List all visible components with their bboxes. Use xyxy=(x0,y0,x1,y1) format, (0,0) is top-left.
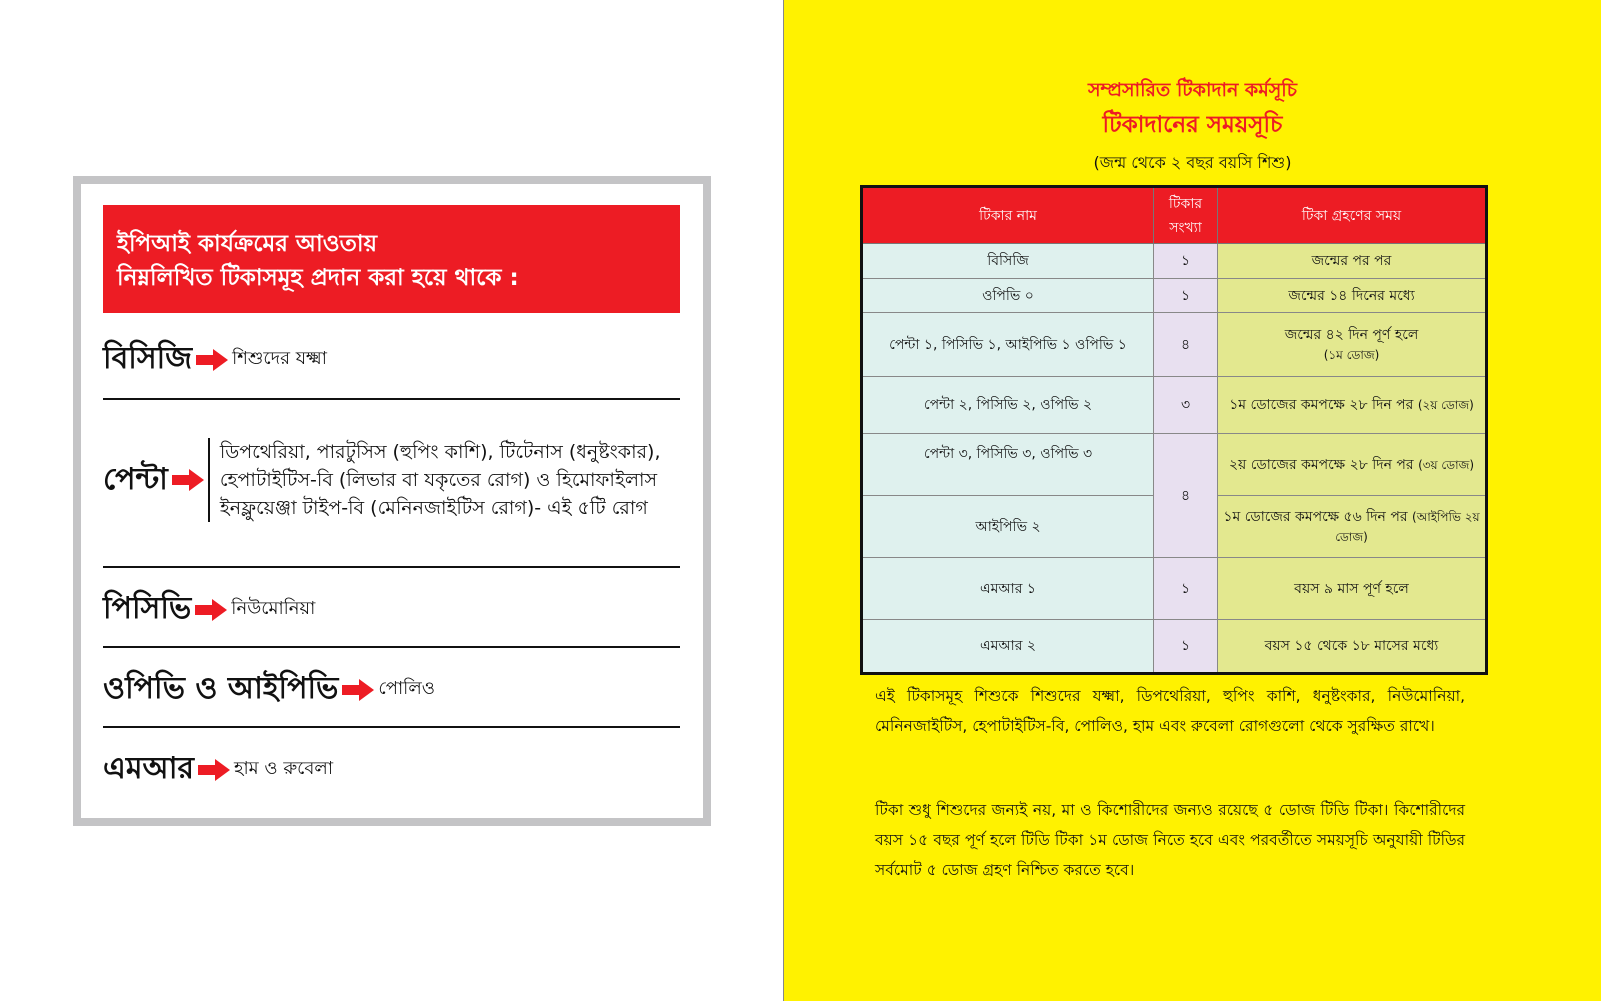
table-row xyxy=(862,558,1487,620)
td-vaccine-paragraph: টিকা শুধু শিশুদের জন্যই নয়, মা ও কিশোরীদের জন্যও রয়েছে ৫ ডোজ টিডি টিকা। কিশোরীদের বয়স ১৫ বছর পূর্ণ হলে টিডি টিকা ১ম ডোজ নিতে হবে এবং পরবর্তীতে সময়সূচি অনুযায়ী টিডির সর্বমোট ৫ ডোজ গ্রহণ নিশ্চিত করতে হবে। xyxy=(875,801,1465,879)
header-timing: টিকা গ্রহণের সময় xyxy=(1218,187,1487,244)
divider xyxy=(103,726,680,728)
vaccine-row-pcv xyxy=(103,584,680,635)
table-row xyxy=(862,377,1487,434)
divider xyxy=(103,566,680,568)
vaccine-row-opv-ipv xyxy=(103,664,680,715)
right-page xyxy=(784,0,1601,1001)
dose-note: (২য় ডোজ) xyxy=(1417,398,1474,412)
vaccine-name: এমআর xyxy=(103,751,194,786)
banner-line-1: ইপিআই কার্যক্রমের আওতায় xyxy=(117,231,378,257)
dose-note: (৩য় ডোজ) xyxy=(1418,457,1475,472)
cell-count: ৪ xyxy=(1154,313,1218,377)
cell-time xyxy=(1218,377,1487,434)
arrow-right-icon xyxy=(198,759,230,781)
cell-name: বিসিজি xyxy=(862,244,1154,279)
cell-time xyxy=(1218,496,1487,558)
cell-name: পেন্টা ১, পিসিভি ১, আইপিভি ১ ওপিভি ১ xyxy=(862,313,1154,377)
time-text: ২য় ডোজের কমপক্ষে ২৮ দিন পর xyxy=(1228,456,1414,473)
cell-time xyxy=(1218,313,1487,377)
time-text: ১ম ডোজের কমপক্ষে ২৮ দিন পর xyxy=(1229,397,1414,413)
vaccine-row-bcg xyxy=(103,334,680,385)
header-vaccine-name: টিকার নাম xyxy=(862,187,1154,244)
dose-note: (১ম ডোজ) xyxy=(1323,347,1380,362)
left-page xyxy=(0,0,784,1001)
cell-name: এমআর ২ xyxy=(862,620,1154,674)
vaccine-info-box xyxy=(73,176,711,826)
table-row xyxy=(862,279,1487,313)
arrow-right-icon xyxy=(196,349,228,371)
vaccine-name: ওপিভি ও আইপিভি xyxy=(103,671,339,706)
arrow-right-icon xyxy=(342,679,374,701)
vaccine-row-penta xyxy=(103,410,680,550)
table-row xyxy=(862,244,1487,279)
time-text: জন্মের ৪২ দিন পূর্ণ হলে xyxy=(1284,326,1419,343)
divider xyxy=(103,398,680,400)
vaccine-name: বিসিজি xyxy=(103,341,193,376)
table-row xyxy=(862,434,1487,496)
time-text: ১ম ডোজের কমপক্ষে ৫৬ দিন পর xyxy=(1223,508,1408,525)
cell-time: বয়স ১৫ থেকে ১৮ মাসের মধ্যে xyxy=(1218,620,1487,674)
cell-count: ১ xyxy=(1154,279,1218,313)
cell-time: জন্মের পর পর xyxy=(1218,244,1487,279)
cell-count: ১ xyxy=(1154,244,1218,279)
cell-count: ৩ xyxy=(1154,377,1218,434)
cell-time xyxy=(1218,434,1487,496)
arrow-right-icon xyxy=(172,469,204,491)
vaccine-name: পেন্টা xyxy=(103,461,168,497)
cell-name: এমআর ১ xyxy=(862,558,1154,620)
program-title: সম্প্রসারিত টিকাদান কর্মসূচি xyxy=(1087,79,1297,101)
cell-time: বয়স ৯ মাস পূর্ণ হলে xyxy=(1218,558,1487,620)
vaccine-name: পিসিভি xyxy=(103,591,192,626)
vaccine-disease: হাম ও রুবেলা xyxy=(233,758,334,779)
vaccine-disease: ডিপথেরিয়া, পারটুসিস (হুপিং কাশি), টিটেনাস (ধনুষ্টংকার), হেপাটাইটিস-বি (লিভার বা যকৃতের রোগ) ও হিমোফাইলাস ইনফ্লুয়েঞ্জা টাইপ-বি (মেনিনজাইটিস রোগ)- এই ৫টি রোগ xyxy=(208,438,680,522)
divider xyxy=(103,646,680,648)
vaccination-schedule-table xyxy=(860,185,1488,675)
table-row xyxy=(862,313,1487,377)
dose-note: (আইপিভি ২য় ডোজ) xyxy=(1335,509,1480,544)
cell-name: পেন্টা ৩, পিসিভি ৩, ওপিভি ৩ xyxy=(862,434,1154,496)
arrow-right-icon xyxy=(195,599,227,621)
header-dose-count: টিকার সংখ্যা xyxy=(1154,187,1218,244)
schedule-subtitle: (জন্ম থেকে ২ বছর বয়সি শিশু) xyxy=(1093,153,1292,172)
schedule-title: টিকাদানের সময়সূচি xyxy=(1102,112,1283,138)
banner-line-2: নিম্নলিখিত টিকাসমূহ প্রদান করা হয়ে থাকে : xyxy=(117,265,519,291)
cell-name: পেন্টা ২, পিসিভি ২, ওপিভি ২ xyxy=(862,377,1154,434)
cell-name: আইপিভি ২ xyxy=(862,496,1154,558)
table-header-row xyxy=(862,187,1487,244)
cell-count: ৪ xyxy=(1154,434,1218,558)
vaccine-row-mr xyxy=(103,744,680,795)
cell-time: জন্মের ১৪ দিনের মধ্যে xyxy=(1218,279,1487,313)
table-row xyxy=(862,620,1487,674)
cell-name: ওপিভি ০ xyxy=(862,279,1154,313)
cell-count: ১ xyxy=(1154,558,1218,620)
cell-count: ১ xyxy=(1154,620,1218,674)
info-banner xyxy=(103,205,680,313)
vaccine-disease: নিউমোনিয়া xyxy=(231,598,316,619)
vaccine-disease: শিশুদের যক্ষ্মা xyxy=(232,348,327,369)
protection-paragraph: এই টিকাসমূহ শিশুকে শিশুদের যক্ষ্মা, ডিপথেরিয়া, হুপিং কাশি, ধনুষ্টংকার, নিউমোনিয়া, মেনিনজাইটিস, হেপাটাইটিস-বি, পোলিও, হাম এবং রুবেলা রোগগুলো থেকে সুরক্ষিত রাখে। xyxy=(875,687,1465,735)
vaccine-disease: পোলিও xyxy=(378,678,435,699)
